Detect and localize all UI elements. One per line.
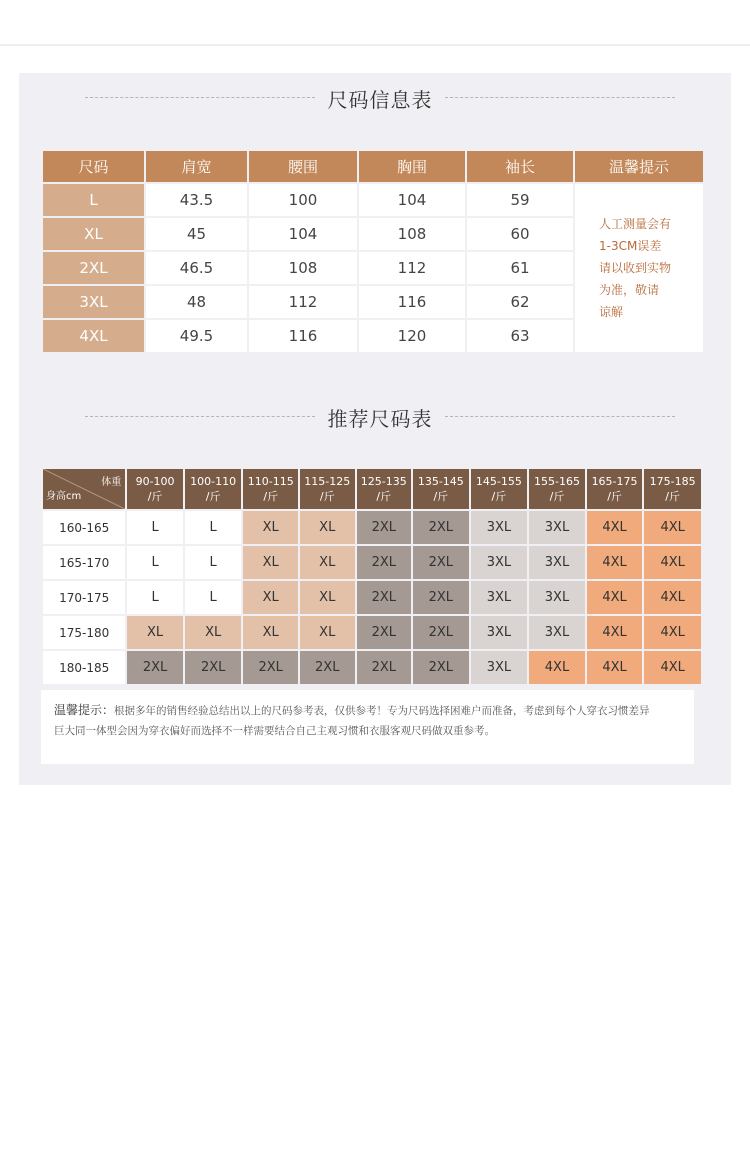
recommended-size-cell: 2XL: [356, 580, 413, 615]
size-table-header: [42, 150, 704, 183]
waist-value: 116: [248, 319, 358, 353]
recommended-size-cell: XL: [126, 615, 184, 650]
recommended-size-cell: 4XL: [586, 510, 644, 545]
recommended-size-cell: L: [184, 510, 243, 545]
recommended-size-cell: 3XL: [470, 615, 529, 650]
height-range: 180-185: [42, 650, 126, 685]
header-corner-cell: [42, 468, 126, 510]
table-row: [42, 615, 702, 650]
recommended-size-cell: XL: [242, 615, 299, 650]
tip-line: 1-3CM误差: [599, 239, 662, 253]
weight-unit: /斤: [376, 490, 392, 503]
recommended-size-cell: 2XL: [184, 650, 243, 685]
recommended-size-cell: 4XL: [643, 545, 702, 580]
weight-unit: /斤: [147, 490, 163, 503]
recommend-size-table: [41, 467, 703, 686]
weight-unit: /斤: [491, 490, 507, 503]
recommended-size-cell: XL: [242, 580, 299, 615]
recommended-size-cell: XL: [299, 580, 356, 615]
title-dash-right: [445, 97, 675, 98]
weight-range: 100-110: [190, 475, 237, 488]
recommended-size-cell: 4XL: [586, 615, 644, 650]
top-divider: [0, 44, 750, 46]
size-label: 3XL: [42, 285, 145, 319]
recommended-size-cell: 2XL: [412, 615, 470, 650]
chest-value: 112: [358, 251, 466, 285]
recommended-size-cell: 3XL: [528, 615, 586, 650]
weight-header: [412, 468, 470, 510]
tip-line: 请以收到实物: [599, 261, 672, 275]
shoulder-value: 45: [145, 217, 248, 251]
waist-value: 104: [248, 217, 358, 251]
sleeve-value: 62: [466, 285, 574, 319]
weight-range: 90-100: [135, 475, 175, 488]
weight-range: 125-135: [360, 475, 407, 488]
header-cell: 腰围: [248, 150, 358, 183]
weight-axis-label: 体重: [101, 477, 122, 488]
height-range: 170-175: [42, 580, 126, 615]
recommended-size-cell: 3XL: [470, 545, 529, 580]
weight-range: 165-175: [591, 475, 638, 488]
weight-header: [356, 468, 413, 510]
recommended-size-cell: XL: [184, 615, 243, 650]
note-text-line-1: 根据多年的销售经验总结出以上的尺码参考表，仅供参考！专为尺码选择困难户而准备，考虑到每个人穿衣习惯差异: [114, 705, 650, 717]
recommended-size-cell: XL: [299, 545, 356, 580]
recommended-size-cell: 4XL: [643, 615, 702, 650]
recommended-size-cell: 2XL: [356, 545, 413, 580]
tip-line: 为准，敬请: [599, 283, 660, 297]
recommended-size-cell: L: [126, 510, 184, 545]
recommended-size-cell: 2XL: [412, 650, 470, 685]
recommended-size-cell: L: [184, 580, 243, 615]
recommended-size-cell: 2XL: [356, 650, 413, 685]
weight-range: 145-155: [475, 475, 522, 488]
recommended-size-cell: 3XL: [470, 580, 529, 615]
measurement-tip: [574, 183, 704, 353]
table-row: [42, 545, 702, 580]
recommended-size-cell: 4XL: [643, 650, 702, 685]
size-info-table: [41, 149, 705, 354]
note-text-line-2: 巨大同一体型会因为穿衣偏好而选择不一样需要结合自己主观习惯和衣服客观尺码做双重参考。: [54, 725, 495, 737]
recommended-size-cell: 4XL: [586, 545, 644, 580]
size-label: L: [42, 183, 145, 217]
weight-unit: /斤: [433, 490, 449, 503]
weight-header: [586, 468, 644, 510]
size-label: 4XL: [42, 319, 145, 353]
recommended-size-cell: XL: [299, 615, 356, 650]
chest-value: 120: [358, 319, 466, 353]
recommended-size-cell: XL: [242, 510, 299, 545]
header-cell: 温馨提示: [574, 150, 704, 183]
shoulder-value: 43.5: [145, 183, 248, 217]
waist-value: 112: [248, 285, 358, 319]
recommended-size-cell: 3XL: [528, 580, 586, 615]
weight-unit: /斤: [549, 490, 565, 503]
size-section-title-text: 尺码信息表: [327, 88, 433, 112]
recommended-size-cell: 2XL: [126, 650, 184, 685]
weight-unit: /斤: [205, 490, 221, 503]
header-cell: 肩宽: [145, 150, 248, 183]
recommended-size-cell: XL: [242, 545, 299, 580]
recommended-size-cell: 2XL: [242, 650, 299, 685]
shoulder-value: 46.5: [145, 251, 248, 285]
tip-line: 人工测量会有: [599, 217, 672, 231]
recommend-note: [41, 690, 694, 764]
recommend-section-title: [85, 396, 675, 436]
height-axis-label: 身高cm: [46, 491, 82, 502]
weight-header: [184, 468, 243, 510]
weight-header: [299, 468, 356, 510]
weight-unit: /斤: [263, 490, 279, 503]
table-row: [42, 580, 702, 615]
recommended-size-cell: L: [126, 580, 184, 615]
weight-range: 155-165: [534, 475, 580, 488]
header-cell: 尺码: [42, 150, 145, 183]
table-row: [42, 650, 702, 685]
chest-value: 108: [358, 217, 466, 251]
recommended-size-cell: 2XL: [412, 580, 470, 615]
recommend-section-title-text: 推荐尺码表: [327, 407, 433, 431]
tip-line: 谅解: [599, 305, 624, 319]
weight-unit: /斤: [607, 490, 622, 503]
weight-range: 175-185: [649, 475, 696, 488]
note-label: 温馨提示：: [54, 703, 115, 717]
recommended-size-cell: 2XL: [356, 510, 413, 545]
weight-header: [470, 468, 529, 510]
recommended-size-cell: 2XL: [412, 545, 470, 580]
recommended-size-cell: 3XL: [528, 510, 586, 545]
size-section-title: [85, 77, 675, 117]
height-range: 165-170: [42, 545, 126, 580]
header-cell: 胸围: [358, 150, 466, 183]
weight-unit: /斤: [319, 490, 335, 503]
table-row: [42, 510, 702, 545]
weight-header: [126, 468, 184, 510]
weight-range: 135-145: [417, 475, 464, 488]
recommended-size-cell: 4XL: [586, 650, 644, 685]
recommended-size-cell: 4XL: [528, 650, 586, 685]
title-dash-right: [445, 416, 675, 417]
size-label: XL: [42, 217, 145, 251]
shoulder-value: 48: [145, 285, 248, 319]
table-row: [42, 183, 704, 217]
sleeve-value: 63: [466, 319, 574, 353]
recommended-size-cell: 2XL: [356, 615, 413, 650]
sleeve-value: 59: [466, 183, 574, 217]
weight-range: 115-125: [304, 475, 351, 488]
recommended-size-cell: XL: [299, 510, 356, 545]
weight-unit: /斤: [665, 490, 681, 503]
recommended-size-cell: 4XL: [586, 580, 644, 615]
recommended-size-cell: 3XL: [470, 650, 529, 685]
header-cell: 袖长: [466, 150, 574, 183]
recommended-size-cell: 2XL: [412, 510, 470, 545]
recommended-size-cell: 3XL: [470, 510, 529, 545]
height-range: 160-165: [42, 510, 126, 545]
recommended-size-cell: L: [126, 545, 184, 580]
weight-header: [242, 468, 299, 510]
recommended-size-cell: 3XL: [528, 545, 586, 580]
chest-value: 104: [358, 183, 466, 217]
waist-value: 108: [248, 251, 358, 285]
recommended-size-cell: L: [184, 545, 243, 580]
sleeve-value: 60: [466, 217, 574, 251]
weight-range: 110-115: [247, 475, 294, 488]
size-label: 2XL: [42, 251, 145, 285]
weight-header: [528, 468, 586, 510]
recommend-table-body: [42, 510, 702, 685]
recommended-size-cell: 4XL: [643, 580, 702, 615]
sleeve-value: 61: [466, 251, 574, 285]
weight-header: [643, 468, 702, 510]
height-range: 175-180: [42, 615, 126, 650]
recommend-table-header: [42, 468, 702, 510]
recommended-size-cell: 4XL: [643, 510, 702, 545]
shoulder-value: 49.5: [145, 319, 248, 353]
chest-value: 116: [358, 285, 466, 319]
waist-value: 100: [248, 183, 358, 217]
recommended-size-cell: 2XL: [299, 650, 356, 685]
